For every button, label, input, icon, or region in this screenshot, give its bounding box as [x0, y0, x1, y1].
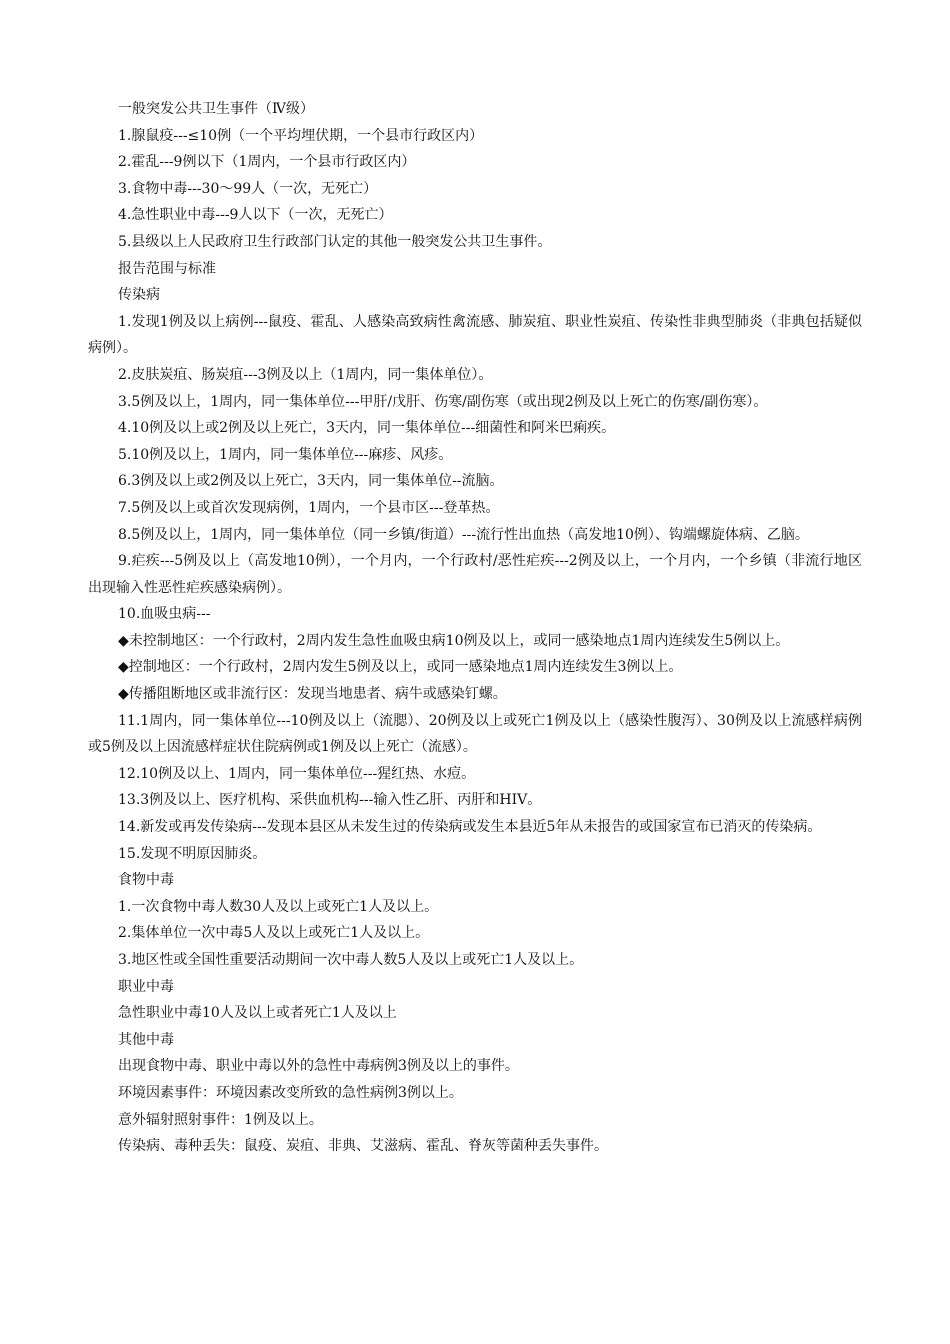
- section-heading: 食物中毒: [118, 872, 174, 889]
- paragraph: 14.新发或再发传染病---发现本县区从未发生过的传染病或发生本县近5年从未报告的或国家宣布已消灭的传染病。: [118, 819, 822, 836]
- bullet-paragraph: ◆未控制地区：一个行政村，2周内发生急性血吸虫病10例及以上，或同一感染地点1周内连续发生5例以上。: [118, 632, 790, 649]
- paragraph: 15.发现不明原因肺炎。: [118, 845, 267, 862]
- paragraph: 6.3例及以上或2例及以上死亡，3天内，同一集体单位--流脑。: [118, 473, 504, 490]
- bullet-paragraph: ◆传播阻断地区或非流行区：发现当地患者、病牛或感染钉螺。: [118, 686, 507, 703]
- paragraph: 4.10例及以上或2例及以上死亡，3天内，同一集体单位---细菌性和阿米巴痢疾。: [118, 420, 616, 437]
- paragraph: 2.霍乱---9例以下（1周内，一个县市行政区内）: [118, 154, 416, 171]
- section-heading: 职业中毒: [118, 978, 174, 995]
- paragraph: 意外辐射照射事件：1例及以上。: [118, 1111, 323, 1128]
- paragraph: 8.5例及以上，1周内，同一集体单位（同一乡镇/街道）---流行性出血热（高发地10例）、钩端螺旋体病、乙脑。: [118, 526, 809, 543]
- paragraph: 环境因素事件：环境因素改变所致的急性病例3例以上。: [118, 1084, 463, 1101]
- paragraph: 11.1周内，同一集体单位---10例及以上（流腮）、20例及以上或死亡1例及以上（感染性腹泻）、30例及以上流感样病例或5例及以上因流感样症状住院病例或1例及以上死亡（流感）。: [88, 712, 862, 756]
- paragraph: 9.疟疾---5例及以上（高发地10例），一个月内，一个行政村/恶性疟疾---2例及以上，一个月内，一个乡镇（非流行地区出现输入性恶性疟疾感染病例）。: [88, 553, 862, 596]
- document-body: [88, 96, 862, 1160]
- paragraph: 出现食物中毒、职业中毒以外的急性中毒病例3例及以上的事件。: [118, 1058, 519, 1075]
- paragraph: 1.腺鼠疫---≤10例（一个平均埋伏期，一个县市行政区内）: [118, 127, 484, 144]
- section-heading: 传染病: [118, 287, 160, 304]
- section-heading: 报告范围与标准: [118, 260, 216, 277]
- paragraph: 传染病、毒种丢失：鼠疫、炭疽、非典、艾滋病、霍乱、脊灰等菌种丢失事件。: [118, 1138, 608, 1155]
- paragraph: 2.皮肤炭疽、肠炭疽---3例及以上（1周内，同一集体单位）。: [118, 366, 493, 383]
- paragraph: 3.5例及以上，1周内，同一集体单位---甲肝/戊肝、伤寒/副伤寒（或出现2例及以上死亡的伤寒/副伤寒）。: [118, 393, 768, 410]
- paragraph: 3.地区性或全国性重要活动期间一次中毒人数5人及以上或死亡1人及以上。: [118, 952, 584, 968]
- paragraph: 2.集体单位一次中毒5人及以上或死亡1人及以上。: [118, 925, 430, 942]
- paragraph: 1.发现1例及以上病例---鼠疫、霍乱、人感染高致病性禽流感、肺炭疽、职业性炭疽、传染性非典型肺炎（非典包括疑似病例）。: [88, 313, 862, 357]
- paragraph: 1.一次食物中毒人数30人及以上或死亡1人及以上。: [118, 898, 439, 915]
- paragraph: 5.县级以上人民政府卫生行政部门认定的其他一般突发公共卫生事件。: [118, 233, 552, 250]
- paragraph: 3.食物中毒---30～99人（一次，无死亡）: [118, 180, 378, 197]
- paragraph: 7.5例及以上或首次发现病例，1周内，一个县市区---登革热。: [118, 499, 500, 516]
- bullet-paragraph: ◆控制地区：一个行政村，2周内发生5例及以上，或同一感染地点1周内连续发生3例以上。: [118, 659, 683, 676]
- paragraph: 13.3例及以上、医疗机构、采供血机构---输入性乙肝、丙肝和HIV。: [118, 792, 542, 809]
- paragraph: 5.10例及以上，1周内，同一集体单位---麻疹、风疹。: [118, 446, 453, 463]
- paragraph: 急性职业中毒10人及以上或者死亡1人及以上: [118, 1005, 397, 1022]
- section-heading: 一般突发公共卫生事件（Ⅳ级）: [118, 101, 314, 117]
- section-heading: 其他中毒: [118, 1031, 174, 1048]
- paragraph: 10.血吸虫病---: [118, 606, 211, 623]
- paragraph: 12.10例及以上、1周内，同一集体单位---猩红热、水痘。: [118, 765, 476, 782]
- paragraph: 4.急性职业中毒---9人以下（一次，无死亡）: [118, 207, 393, 224]
